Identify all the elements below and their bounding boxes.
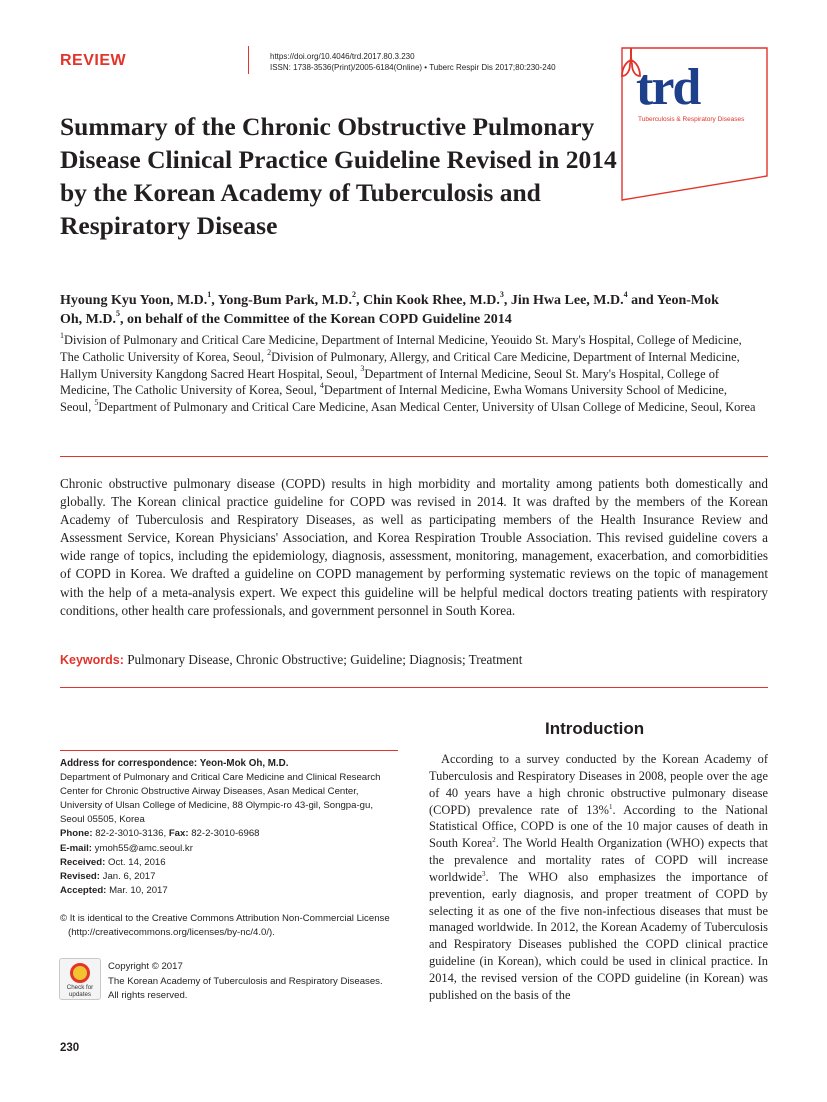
- affiliation-marker: 4: [623, 290, 628, 300]
- affiliation-number: 2: [267, 347, 272, 357]
- section-label: REVIEW: [60, 52, 127, 69]
- issn-line: ISSN: 1738-3536(Print)/2005-6184(Online) • Tuberc Respir Dis 2017;80:230-240: [270, 63, 556, 72]
- introduction-heading: Introduction: [545, 719, 645, 738]
- author-separator: ,: [355, 293, 363, 308]
- contact-email: [60, 842, 400, 856]
- keywords-label: Keywords:: [60, 653, 124, 667]
- received-date: [60, 856, 400, 870]
- reference-marker[interactable]: 2: [492, 836, 496, 845]
- email-value[interactable]: ymoh55@amc.seoul.kr: [94, 842, 193, 854]
- check-for-updates-badge[interactable]: [59, 958, 101, 1000]
- keywords: [60, 651, 768, 669]
- logo-wordmark: trd: [636, 59, 700, 116]
- check-updates-label: [60, 984, 100, 998]
- accepted-label: Accepted:: [60, 884, 107, 896]
- affiliation-number: 3: [360, 364, 365, 374]
- phone-value: 82-2-3010-3136,: [95, 828, 167, 840]
- keywords-text: Pulmonary Disease, Chronic Obstructive; Guideline; Diagnosis; Treatment: [127, 652, 523, 667]
- abstract: Chronic obstructive pulmonary disease (COPD) results in high morbidity and mortality among patients both domestically and globally. The Korean clinical practice guideline for COPD was revised in 2014. It was drafted by the members of the Korean Academy of Tuberculosis and Respiratory Diseases, as well as participating members of the Health Insurance Review and Assessment Service, Korean Physicians' Association, and Korea Respiration Trouble Association. This revised guideline covers a wide range of topics, including the epidemiology, diagnosis, assessment, monitoring, management, exacerbation, and comorbidities of COPD in Korea. We drafted a guideline on COPD management by performing systematic reviews on the topic of management with the help of a meta-analysis expert. We expect this guideline will be helpful medical doctors treating patients with respiratory conditions, other health care professionals, and government personnel in South Korea.: [60, 476, 768, 618]
- copyright-line3: All rights reserved.: [108, 990, 188, 1002]
- citation-block: [270, 51, 556, 73]
- lungs-icon: [620, 46, 642, 82]
- article-title: Summary of the Chronic Obstructive Pulmonary Disease Clinical Practice Guideline Revised in 2014 by the Korean Academy of Tuberculosis and Respiratory Disease: [60, 112, 617, 240]
- author-name: Jin Hwa Lee, M.D.: [510, 293, 624, 308]
- page-number: 230: [60, 1042, 80, 1054]
- fax-label: Fax:: [168, 828, 189, 840]
- affiliation-text: Department of Pulmonary and Critical Care Medicine, Asan Medical Center, University of Ulsan College of Medicine, Seoul, Korea: [98, 400, 756, 415]
- correspondence-rule: [60, 750, 398, 751]
- contact-phone-fax: [60, 827, 400, 841]
- journal-logo: [620, 46, 772, 202]
- crossmark-icon: [70, 963, 90, 983]
- author-separator: and: [627, 293, 657, 308]
- email-label: E-mail:: [60, 842, 92, 854]
- intro-text-4: . The WHO also emphasizes the importance of prevention, early diagnosis, and proper treatment of COPD by selecting it as one of the five non-infectious diseases that must be managed worldwide. In 2012, the Korean Academy of Tuberculosis and Respiratory Diseases published the COPD clinical practice guideline (in Korean), which could be used in clinical practice. In 2014, the revised version of the COPD guideline (in Korean) was published on the basis of the: [429, 869, 768, 1002]
- phone-label: Phone:: [60, 828, 93, 840]
- revised-value: Jan. 6, 2017: [102, 870, 156, 882]
- affiliation-marker: 1: [207, 290, 212, 300]
- affiliation-number: 4: [319, 381, 324, 391]
- author-name: Chin Kook Rhee, M.D.: [362, 293, 500, 308]
- affiliation-number: 1: [60, 330, 64, 340]
- author-separator: ,: [503, 293, 511, 308]
- author-separator: ,: [211, 293, 218, 308]
- abstract-top-rule: [60, 456, 768, 457]
- doi-link[interactable]: https://doi.org/10.4046/trd.2017.80.3.230: [270, 52, 415, 61]
- reference-marker[interactable]: 1: [608, 802, 613, 811]
- correspondence-address: Department of Pulmonary and Critical Care Medicine and Clinical Research Center for Chronic Obstructive Airway Diseases, Asan Medical Center, University of Ulsan College of Medicine, 88 Olympic-ro 43-gil, Songpa-gu, Seoul 05505, Korea: [60, 772, 381, 826]
- received-label: Received:: [60, 856, 106, 868]
- intro-text-3: . The World Health Organization (WHO) expects that the prevalence and mortality rates of COPD will increase worldwide: [429, 836, 768, 884]
- check-updates-line2: updates: [68, 991, 92, 998]
- introduction-text: [429, 751, 768, 1004]
- check-updates-line1: Check for: [66, 984, 94, 991]
- abstract-bottom-rule: [60, 687, 768, 688]
- accepted-value: Mar. 10, 2017: [109, 884, 168, 896]
- affiliation-marker: 3: [499, 290, 504, 300]
- accepted-date: [60, 884, 400, 898]
- author-name: Hyoung Kyu Yoon, M.D.: [60, 293, 208, 308]
- revised-date: [60, 870, 400, 884]
- author-name: Yong-Bum Park, M.D.: [217, 293, 352, 308]
- affiliation-text: Department of Internal Medicine, Ewha Womans University School of Medicine, Seoul,: [60, 383, 728, 415]
- fax-value: 82-2-3010-6968: [191, 828, 260, 840]
- affiliation-text: Department of Internal Medicine, Seoul St. Mary's Hospital, College of Medicine, The Catholic University of Korea, Seoul,: [60, 366, 720, 398]
- license-notice: © It is identical to the Creative Commons Attribution Non-Commercial License (http://creativecommons.org/licenses/by-nc/4.0/).: [60, 913, 390, 938]
- author-list-suffix: on behalf of the Committee of the Korean COPD Guideline 2014: [127, 312, 512, 327]
- affiliation-text: Division of Pulmonary and Critical Care Medicine, Department of Internal Medicine, Yeouido St. Mary's Hospital, College of Medicine, The Catholic University of Korea, Seoul,: [60, 333, 742, 364]
- header-divider: [248, 46, 249, 74]
- affiliation-text: Division of Pulmonary, Allergy, and Critical Care Medicine, Department of Internal Medicine, Hallym University Kangdong Sacred Heart Hospital, Seoul,: [60, 349, 740, 381]
- affiliation-marker: 2: [351, 290, 356, 300]
- logo-subtitle: Tuberculosis & Respiratory Diseases: [638, 116, 745, 123]
- intro-text-2: . According to the National Statistical Office, COPD is one of the 10 major causes of death in South Korea: [429, 802, 768, 851]
- correspondence-heading: Address for correspondence: Yeon-Mok Oh, M.D.: [60, 758, 289, 769]
- affiliation-marker: 5: [116, 309, 120, 319]
- copyright-line1: Copyright © 2017: [108, 961, 183, 972]
- revised-label: Revised:: [60, 870, 100, 882]
- author-separator: ,: [120, 312, 127, 327]
- received-value: Oct. 14, 2016: [108, 856, 166, 868]
- author-list: [60, 291, 740, 329]
- copyright-notice: [108, 960, 408, 1004]
- affiliation-number: 5: [94, 398, 99, 408]
- copyright-line2: The Korean Academy of Tuberculosis and Respiratory Diseases.: [108, 975, 383, 987]
- reference-marker[interactable]: 3: [482, 869, 486, 878]
- intro-text-1: According to a survey conducted by the Korean Academy of Tuberculosis and Respiratory Diseases in 2008, people over the age of 40 years have a high chronic obstructive pulmonary disease (COPD) prevalence rate of 13%: [429, 752, 768, 817]
- affiliations: [60, 332, 760, 416]
- author-name: Yeon-Mok Oh, M.D.: [60, 293, 719, 327]
- correspondence-block: [60, 757, 400, 898]
